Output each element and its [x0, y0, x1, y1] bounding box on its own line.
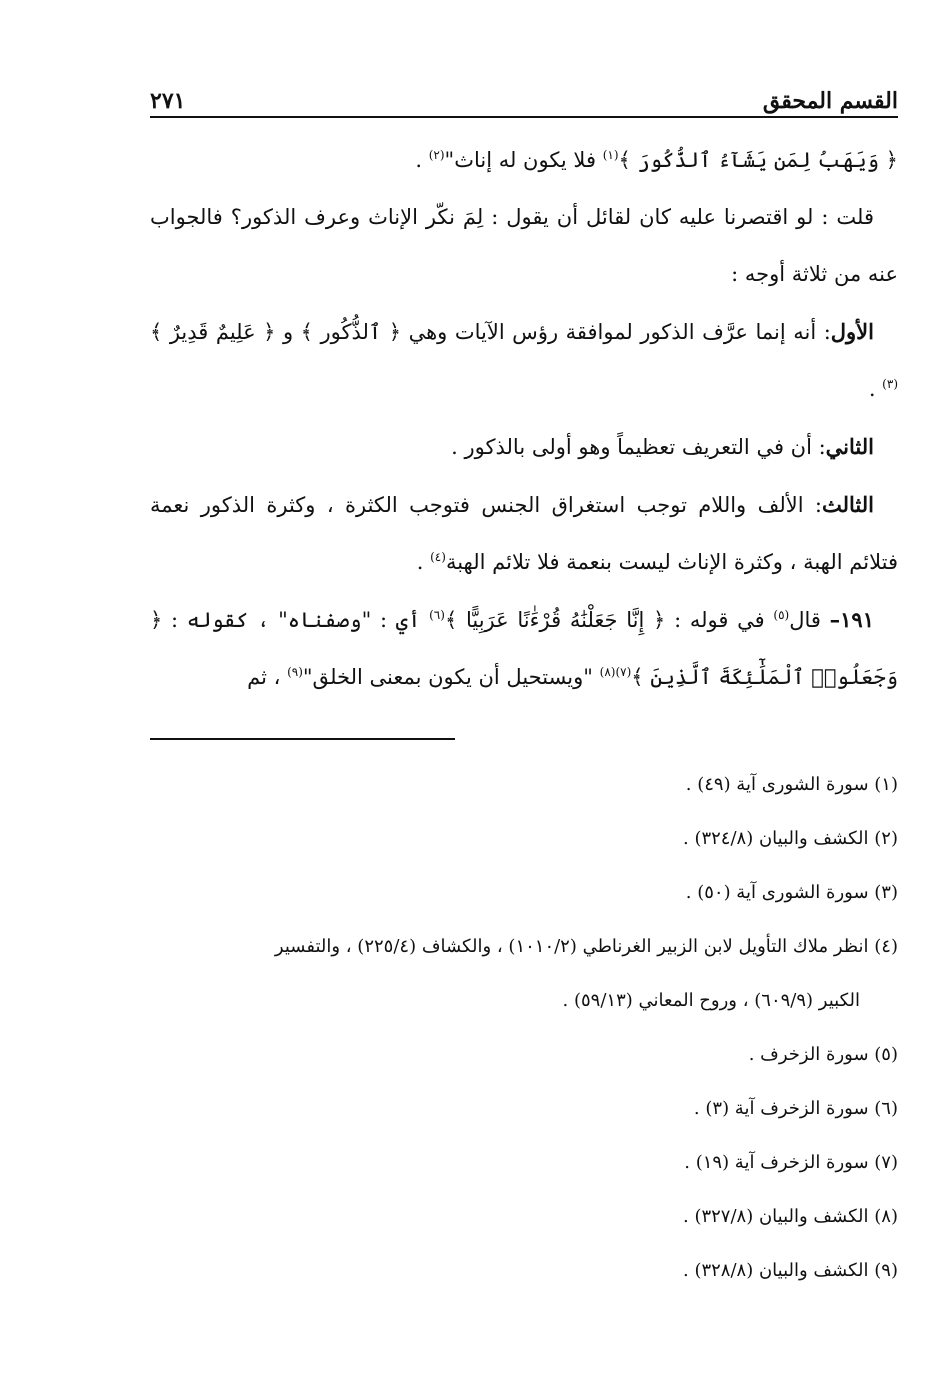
text-run: "ويستحيل أن يكون بمعنى الخلق"	[302, 665, 600, 689]
page-number: ٢٧١	[150, 88, 186, 114]
footnotes	[150, 758, 898, 1298]
book-page	[150, 80, 898, 1298]
footnote-ref: (٣)	[882, 377, 898, 391]
answer-label: الثالث	[822, 492, 874, 517]
text-run: : أن في التعريف تعظيماً وهو أولى بالذكور .	[451, 435, 826, 459]
text-run: .	[416, 550, 431, 574]
footnote-ref: (٥)	[773, 608, 790, 622]
footnote-ref: (٢)	[428, 148, 445, 162]
text-run: أي : "وصفناه" ، كقوله : ﴿ وَجَعَلُوا۟ ٱلْمَلَٰٓئِكَةَ ٱلَّذِينَ ﴾	[150, 608, 898, 689]
quran-quote: في قوله : ﴿ إِنَّا جَعَلْنَٰهُ قُرْءَٰنًا عَرَبِيًّا ﴾	[444, 608, 774, 632]
text-run: : الألف واللام توجب استغراق الجنس فتوجب الكثرة ، وكثرة الذكور نعمة فتلائم الهبة ، وكثرة الإناث ليست بنعمة فلا تلائم الهبة	[150, 493, 898, 574]
footnote-item: (٦) سورة الزخرف آية (٣) .	[693, 1098, 898, 1119]
entry-number: ١٩١–	[829, 607, 874, 632]
paragraph-third-answer	[150, 476, 898, 591]
text-run: فلا يكون له إناث"	[444, 148, 603, 172]
footnote-item: (٤) انظر ملاك التأويل لابن الزبير الغرناطي (١٠١٠/٢) ، والكشاف (٢٢٥/٤) ، والتفسير	[274, 936, 898, 957]
answer-label: الأول	[830, 319, 874, 344]
quran-quote: ﴿ وَيَهَبُ لِمَن يَشَآءُ ٱلذُّكُورَ ﴾	[618, 148, 898, 172]
answer-label: الثاني	[825, 434, 874, 459]
paragraph-verse-continuation	[150, 132, 898, 189]
footnote-item: (٧) سورة الزخرف آية (١٩) .	[684, 1152, 898, 1173]
running-head	[150, 80, 898, 118]
footnote-ref: (٧)	[615, 665, 632, 679]
footnote-item: (٥) سورة الزخرف .	[748, 1044, 898, 1065]
footnote-item: (٢) الكشف والبيان (٣٢٤/٨) .	[683, 828, 898, 849]
footnote-ref: (١)	[602, 148, 619, 162]
paragraph-entry-191	[150, 591, 898, 706]
paragraph-second-answer	[150, 418, 898, 476]
footnote-item: (٩) الكشف والبيان (٣٢٨/٨) .	[683, 1260, 898, 1281]
footnote-item: (١) سورة الشورى آية (٤٩) .	[685, 774, 898, 795]
text-run: ، ثم	[247, 665, 288, 689]
footnote-item: (٨) الكشف والبيان (٣٢٧/٨) .	[683, 1206, 898, 1227]
footnote-item-continuation: الكبير (٦٠٩/٩) ، وروح المعاني (٥٩/١٣) .	[562, 990, 860, 1011]
text-run: .	[868, 377, 883, 401]
text-run: قال	[789, 608, 830, 632]
paragraph-question: قلت : لو اقتصرنا عليه كان لقائل أن يقول : لِمَ نكّر الإناث وعرف الذكور؟ فالجواب عنه من ثلاثة أوجه :	[150, 205, 898, 286]
paragraph-first-answer	[150, 303, 898, 418]
text-run: .	[415, 148, 429, 172]
running-head-title: القسم المحقق	[762, 88, 898, 114]
footnote-separator-wrap	[150, 720, 898, 740]
footnote-ref: (٦)	[429, 608, 445, 622]
footnote-ref: (٨)	[599, 665, 616, 679]
footnote-ref: (٤)	[430, 550, 446, 564]
main-text	[150, 132, 898, 706]
footnote-item: (٣) سورة الشورى آية (٥٠) .	[685, 882, 898, 903]
text-run: : أنه إنما عرَّف الذكور لموافقة رؤس الآيات وهي ﴿ ٱلذُّكُور ﴾ و ﴿ عَلِيمٌ قَدِيرٌ ﴾	[150, 320, 831, 344]
footnote-separator	[150, 738, 455, 740]
footnote-ref: (٩)	[287, 665, 303, 679]
